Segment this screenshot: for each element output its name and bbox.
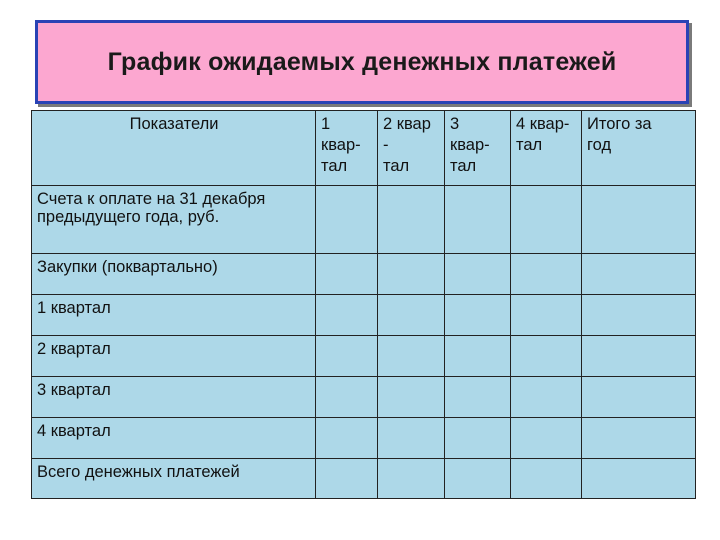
- header-q3-line1: 3: [450, 115, 460, 133]
- table-cell: [511, 459, 582, 499]
- table-cell: [582, 336, 696, 377]
- table-cell: [316, 295, 378, 336]
- header-q1-line1: 1: [321, 115, 331, 133]
- header-q3-line3: тал: [450, 156, 477, 175]
- header-q2-line1: 2 квар: [383, 115, 431, 133]
- table-cell: [445, 186, 511, 254]
- header-indicators: Показатели: [32, 111, 316, 186]
- header-q2-line2: -: [383, 135, 389, 154]
- header-q3: [445, 111, 511, 186]
- table-cell: [445, 254, 511, 295]
- table-cell: [316, 459, 378, 499]
- table-row: [32, 295, 696, 336]
- header-q1-line3: тал: [321, 156, 348, 175]
- table-row: [32, 336, 696, 377]
- header-q4: [511, 111, 582, 186]
- row-label: 3 квартал: [32, 377, 316, 418]
- header-q4-line1: 4 квар-: [516, 115, 570, 133]
- header-q2: [378, 111, 445, 186]
- table-cell: [445, 336, 511, 377]
- title-banner: [35, 20, 689, 104]
- table-row: [32, 186, 696, 254]
- table-cell: [378, 254, 445, 295]
- table-row: [32, 418, 696, 459]
- table-cell: [511, 186, 582, 254]
- table-cell: [445, 295, 511, 336]
- table-cell: [378, 186, 445, 254]
- table-row: [32, 459, 696, 499]
- table-cell: [378, 418, 445, 459]
- table-header-row: [32, 111, 696, 186]
- header-q2-line3: тал: [383, 156, 410, 175]
- row-label: Закупки (поквартально): [32, 254, 316, 295]
- table-cell: [511, 418, 582, 459]
- row-label: 2 квартал: [32, 336, 316, 377]
- table-cell: [378, 336, 445, 377]
- table-row: [32, 254, 696, 295]
- row-label: Счета к оплате на 31 декабря предыдущего года, руб.: [32, 186, 316, 254]
- table-cell: [445, 459, 511, 499]
- table-cell: [378, 459, 445, 499]
- table-cell: [445, 418, 511, 459]
- header-q4-line2: тал: [516, 135, 543, 154]
- table-cell: [582, 459, 696, 499]
- table-cell: [378, 377, 445, 418]
- row-label: 1 квартал: [32, 295, 316, 336]
- row-label: 4 квартал: [32, 418, 316, 459]
- header-total: [582, 111, 696, 186]
- table-cell: [582, 418, 696, 459]
- row-label: Всего денежных платежей: [32, 459, 316, 499]
- table-cell: [316, 377, 378, 418]
- table-row: [32, 377, 696, 418]
- table-cell: [582, 254, 696, 295]
- table-cell: [582, 295, 696, 336]
- slide-title: График ожидаемых денежных платежей: [107, 47, 617, 76]
- table-cell: [511, 295, 582, 336]
- header-total-line1: Итого за: [587, 115, 652, 133]
- header-q1-line2: квар-: [321, 135, 361, 154]
- table-cell: [511, 336, 582, 377]
- table-cell: [316, 186, 378, 254]
- header-total-line2: год: [587, 135, 612, 154]
- table-cell: [582, 186, 696, 254]
- table-cell: [316, 336, 378, 377]
- table-cell: [445, 377, 511, 418]
- table-cell: [582, 377, 696, 418]
- header-q3-line2: квар-: [450, 135, 490, 154]
- table-cell: [511, 377, 582, 418]
- table-cell: [316, 254, 378, 295]
- table-cell: [511, 254, 582, 295]
- payments-schedule-table: [31, 110, 696, 499]
- table-cell: [378, 295, 445, 336]
- table-cell: [316, 418, 378, 459]
- header-q1: [316, 111, 378, 186]
